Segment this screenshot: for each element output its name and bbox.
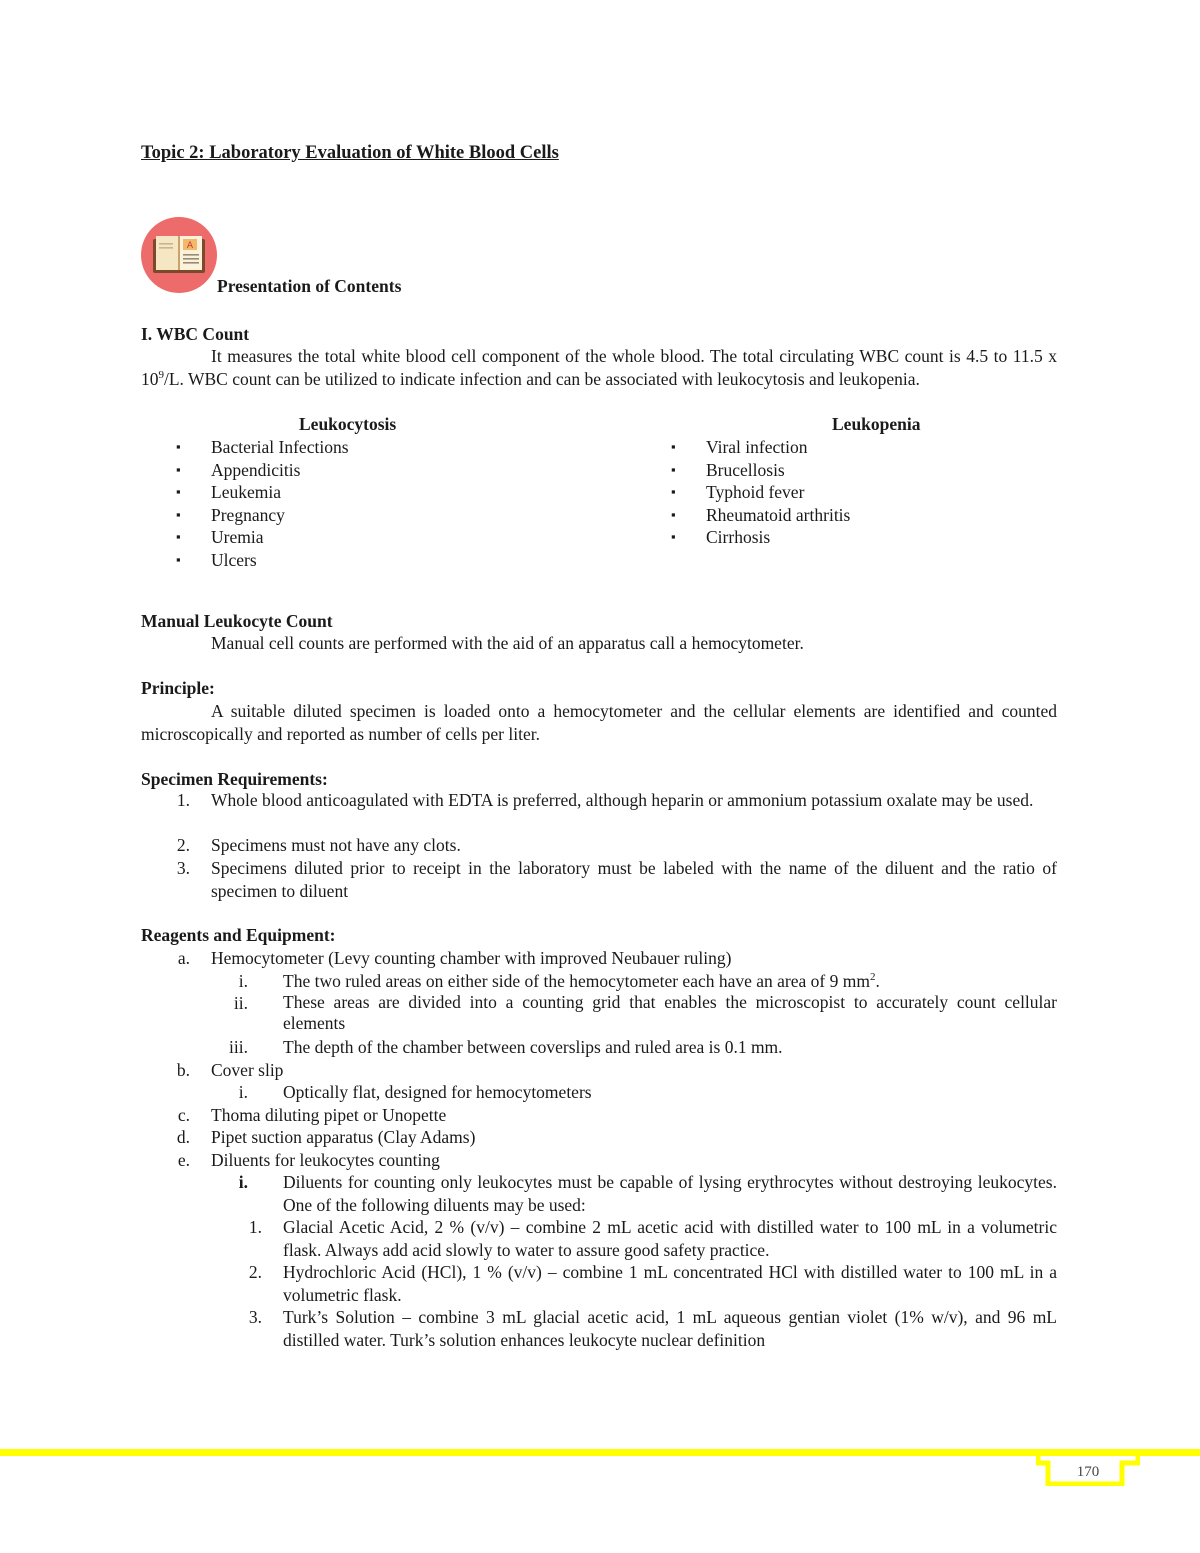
reagent-subitem: Optically flat, designed for hemocytometers [283, 1082, 592, 1102]
manual-heading: Manual Leukocyte Count [141, 611, 333, 631]
reagent-subitem: Diluents for counting only leukocytes must be capable of lysing erythrocytes without destroying leukocytes. One of the following diluents may be used: [283, 1172, 1057, 1215]
reagent-subitem: The two ruled areas on either side of the hemocytometer each have an area of 9 $mm^2$. [283, 971, 880, 991]
principle-text: A suitable diluted specimen is loaded onto a hemocytometer and the cellular elements are identified and counted microscopically and reported as number of cells per liter. [141, 701, 1057, 744]
list-item: ▪ Ulcers [176, 549, 257, 570]
list-item: ▪ Brucellosis [671, 459, 785, 480]
presentation-heading: Presentation of Contents [217, 276, 402, 296]
reagent-item: Diluents for leukocytes counting [211, 1150, 440, 1170]
leukocytosis-list [176, 436, 349, 571]
list-number: 1. [248, 1217, 262, 1237]
list-item: ▪ Rheumatoid arthritis [671, 504, 851, 525]
specimen-item: Whole blood anticoagulated with EDTA is preferred, although heparin or ammonium potassium oxalate may be used. [211, 790, 1034, 810]
list-roman: iii. [229, 1037, 248, 1057]
list-item: ▪ Typhoid fever [671, 482, 805, 502]
footer-rule [0, 1449, 1200, 1456]
list-item: ▪ Uremia [176, 527, 264, 547]
diluent-item: Turk’s Solution – combine 3 mL glacial acetic acid, 1 mL aqueous gentian violet (1% w/v), and 96 mL distilled water. Turk’s solution enhances leukocyte nuclear definition [283, 1307, 1057, 1350]
reagents-heading: Reagents and Equipment: [141, 925, 336, 945]
list-roman: i. [238, 1172, 248, 1192]
page-number: 170 [1076, 1464, 1100, 1480]
list-number: 2. [248, 1262, 262, 1282]
diluent-item: Hydrochloric Acid (HCl), 1 % (v/v) – combine 1 mL concentrated HCl with distilled water to 100 mL in a volumetric flask. [283, 1262, 1057, 1305]
list-letter: b. [176, 1060, 190, 1080]
list-letter: d. [176, 1127, 190, 1147]
wbc-heading: I. WBC Count [141, 324, 250, 344]
list-item: ▪ Pregnancy [176, 504, 285, 525]
wbc-paragraph: It measures the total white blood cell component of the whole blood. The total circulating WBC count is 4.5 to 11.5 x $10^9/L$. WBC count can be utilized to indicate infection and can be associated with leukocytosis and leukopenia. [141, 346, 1057, 389]
diluent-item: Glacial Acetic Acid, 2 % (v/v) – combine 2 mL acetic acid with distilled water to 100 mL in a volumetric flask. Always add acid slowly to water to assure good safety practice. [283, 1217, 1057, 1260]
reagent-item: Thoma diluting pipet or Unopette [211, 1105, 447, 1125]
leukopenia-list [671, 436, 850, 549]
list-item: ▪ Bacterial Infections [176, 437, 349, 457]
list-item: ▪ Cirrhosis [671, 527, 771, 547]
reagent-subitem: The depth of the chamber between coverslips and ruled area is 0.1 mm. [283, 1037, 783, 1057]
list-letter: a. [177, 948, 190, 968]
list-item: ▪ Leukemia [176, 482, 281, 502]
specimen-item: Specimens diluted prior to receipt in the laboratory must be labeled with the name of the diluent and the ratio of specimen to diluent [211, 858, 1057, 901]
list-number: 3. [248, 1307, 262, 1327]
page-title: Topic 2: Laboratory Evaluation of White Blood Cells [141, 143, 559, 163]
reagent-item: Pipet suction apparatus (Clay Adams) [211, 1127, 476, 1147]
reagent-subitem: These areas are divided into a counting grid that enables the microscopist to accurately count cellular elements [283, 992, 1057, 1033]
reagent-item: Cover slip [211, 1060, 284, 1080]
principle-heading: Principle: [141, 678, 215, 698]
reagent-item: Hemocytometer (Levy counting chamber with improved Neubauer ruling) [211, 948, 732, 968]
list-roman: i. [238, 1082, 248, 1102]
list-letter: e. [177, 1150, 190, 1170]
list-item: ▪ Appendicitis [176, 459, 301, 480]
manual-text: Manual cell counts are performed with the aid of an apparatus call a hemocytometer. [211, 633, 804, 653]
list-roman: i. [238, 971, 248, 991]
leukopenia-heading: Leukopenia [832, 414, 921, 434]
book-icon [141, 217, 217, 293]
list-number: 3. [176, 858, 190, 878]
leukocytosis-heading: Leukocytosis [299, 414, 397, 434]
list-roman: ii. [233, 993, 248, 1013]
list-number: 1. [176, 790, 190, 810]
specimen-heading: Specimen Requirements: [141, 769, 328, 789]
specimen-item: Specimens must not have any clots. [211, 835, 461, 855]
svg-text:A: A [186, 241, 194, 251]
list-letter: c. [177, 1105, 190, 1125]
list-item: ▪ Viral infection [671, 437, 808, 457]
list-number: 2. [176, 835, 190, 855]
